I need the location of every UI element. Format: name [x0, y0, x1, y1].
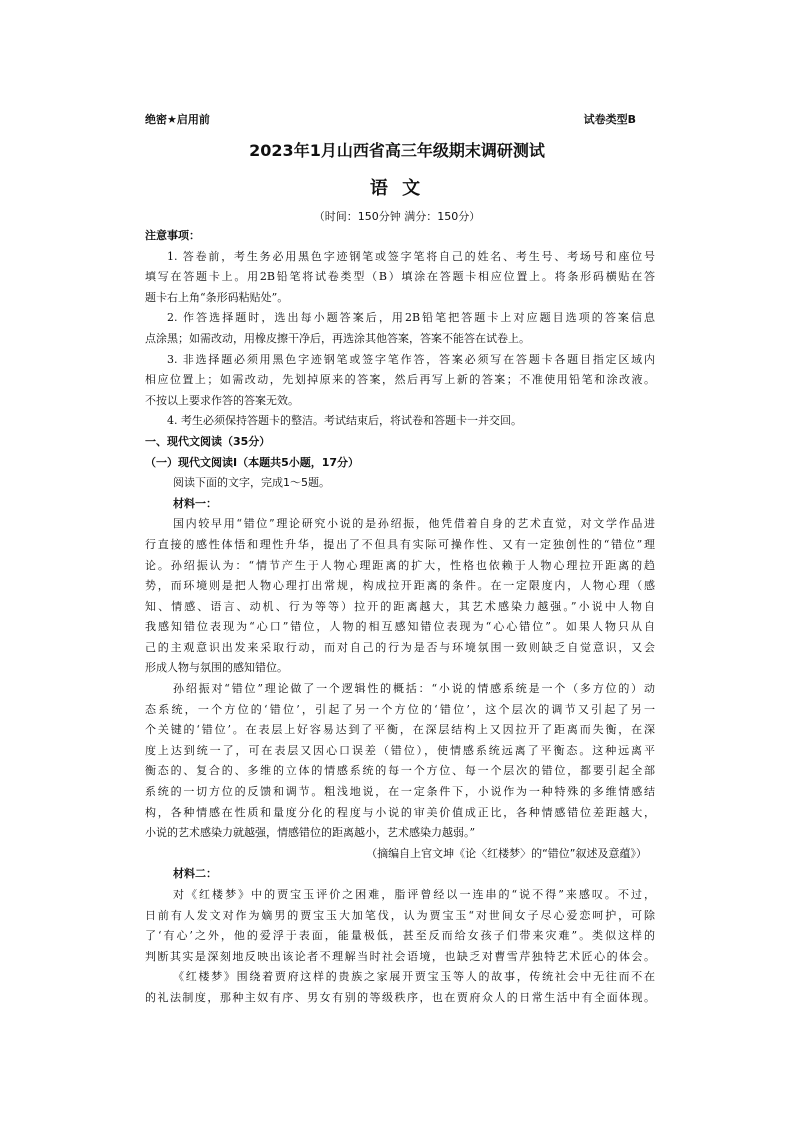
- note-3-line-1: 3. 非选择题必须用黑色字迹钢笔或签字笔作答，答案必须写在答题卡各题目指定区域内: [167, 352, 655, 366]
- confidential-label: 绝密★启用前: [145, 113, 210, 126]
- note-1-line-3: 题卡右上角“条形码粘贴处”。: [145, 290, 289, 304]
- note-3-line-3: 不按以上要求作答的答案无效。: [145, 393, 299, 407]
- material-1-line-12: 度上达到统一了，可在表层又因心口误差（错位），使情感系统远离了平衡态。这种远离平: [145, 743, 655, 757]
- time-score-info: （时间：150分钟 满分：150分）: [313, 210, 481, 223]
- material-2-line-5: 《红楼梦》围绕着贾府这样的贵族之家展开贾宝玉等人的故事，传统社会中无往而不在: [173, 970, 655, 984]
- material-1-line-7: 己的主观意识出发来采取行动，而对自己的行为是否与环境氛围一致则缺乏自觉意识，又会: [145, 640, 655, 654]
- material-2-line-4: 判断其实是深刻地反映出该论者不理解当时社会语境，也缺乏对曹雪芹独特艺术匠心的体会。: [145, 949, 655, 963]
- material-1-line-10: 态系统，一个方位的‘错位’，引起了另一个方位的‘错位’，这个层次的调节又引起了另一: [145, 702, 655, 716]
- note-2-line-2: 点涂黑；如需改动，用橡皮擦干净后，再选涂其他答案，答案不能答在试卷上。: [145, 331, 530, 345]
- material-2-line-3: 了‘有心’之外，他的爱浮于表面，能量极低，甚至反而给女孩子们带来灾难”。类似这样的: [145, 929, 655, 943]
- material-1-line-4: 势，而环境则是把人物心理打出常规，构成拉开距离的条件。在一定限度内，人物心理（感: [145, 579, 655, 593]
- material-1-line-13: 衡态的、复合的、多维的立体的情感系统的每一个方位、每一个层次的错位，都要引起全部: [145, 764, 655, 778]
- exam-body: [145, 226, 655, 1009]
- material-1-line-2: 行直接的感性体悟和理性升华，提出了不但具有实际可操作性、又有一定独创性的“错位”理: [145, 537, 655, 551]
- material-1-heading: 材料一：: [173, 496, 217, 510]
- material-1-source: （摘编自上官文坤《论〈红楼梦〉的“错位”叙述及意蕴》）: [366, 846, 647, 860]
- section-heading: 一、现代文阅读（35分）: [145, 434, 271, 448]
- reading-instruction: 阅读下面的文字，完成1～5题。: [173, 476, 330, 490]
- subject-title: 语 文: [369, 178, 425, 199]
- material-1-line-6: 我感知错位表现为“心口”错位，人物的相互感知错位表现为“心心错位”。如果人物只从自: [145, 620, 655, 634]
- note-1-line-1: 1. 答卷前，考生务必用黑色字迹钢笔或签字笔将自己的姓名、考生号、考场号和座位号: [167, 249, 655, 263]
- note-1-line-2: 填写在答题卡上。用2B铅笔将试卷类型（B）填涂在答题卡相应位置上。将条形码横贴在答: [145, 270, 655, 284]
- material-2-heading: 材料二：: [173, 867, 217, 881]
- note-4-line-1: 4. 考生必须保持答题卡的整洁。考试结束后，将试卷和答题卡一并交回。: [167, 414, 522, 428]
- material-1-line-8: 形成人物与氛围的感知错位。: [145, 661, 288, 675]
- subsection-heading: （一）现代文阅读Ⅰ（本题共5小题，17分）: [145, 455, 360, 469]
- material-1-line-5: 知、情感、语言、动机、行为等等）拉开的距离越大，其艺术感染力越强。”小说中人物自: [145, 599, 655, 613]
- material-1-line-15: 构，各种情感在性质和量度分化的程度与小说的审美价值成正比，各种情感错位差距越大，: [145, 805, 655, 819]
- material-1-line-11: 个关键的‘错位’。在表层上好容易达到了平衡，在深层结构上又因拉开了距离而失衡，在深: [145, 723, 655, 737]
- note-3-line-2: 相应位置上；如需改动，先划掉原来的答案，然后再写上新的答案；不准使用铅笔和涂改液。: [145, 373, 655, 387]
- material-2-line-2: 日前有人发文对作为嫡男的贾宝玉大加笔伐，认为贾宝玉“对世间女子尽心爱恋呵护，可除: [145, 908, 655, 922]
- paper-type-label: 试卷类型B: [583, 113, 636, 126]
- material-1-line-9: 孙绍振对“错位”理论做了一个逻辑性的概括：“小说的情感系统是一个（多方位的）动: [173, 682, 655, 696]
- material-2-line-1: 对《红楼梦》中的贾宝玉评价之困难，脂评曾经以一连串的“说不得”来感叹。不过，: [173, 888, 655, 901]
- exam-title: 2023年1月山西省高三年级期末调研测试: [249, 141, 545, 160]
- note-2-line-1: 2. 作答选择题时，选出每小题答案后，用2B铅笔把答题卡上对应题目选项的答案信息: [167, 311, 655, 325]
- material-1-line-3: 论。孙绍振认为：“情节产生于人物心理距离的扩大，性格也依赖于人物心理拉开距离的趋: [145, 558, 655, 572]
- notes-heading: 注意事项：: [145, 229, 200, 242]
- material-2-line-6: 的礼法制度，那种主奴有序、男女有别的等级秩序，也在贾府众人的日常生活中有全面体现。: [145, 990, 655, 1004]
- material-1-line-1: 国内较早用“错位”理论研究小说的是孙绍振，他凭借着自身的艺术直觉，对文学作品进: [173, 517, 655, 531]
- material-1-line-14: 系统的一切方位的反馈和调节。粗浅地说，在一定条件下，小说作为一种特殊的多维情感结: [145, 785, 655, 799]
- material-1-line-16: 小说的艺术感染力就越强，情感错位的距离越小，艺术感染力越弱。”: [145, 826, 476, 840]
